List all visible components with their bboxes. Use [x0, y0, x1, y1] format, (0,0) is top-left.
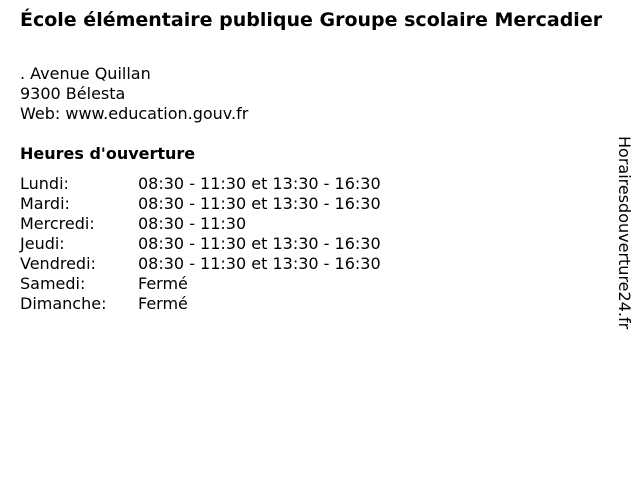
hours-row-monday — [20, 174, 381, 194]
site-brand-vertical[interactable]: Horairesdouverture24.fr — [615, 136, 634, 330]
hours-time: 08:30 - 11:30 — [138, 214, 247, 233]
place-name: École élémentaire publique Groupe scolaire Mercadier — [20, 9, 603, 31]
hours-time: 08:30 - 11:30 et 13:30 - 16:30 — [138, 254, 381, 273]
hours-day: Mardi: — [20, 194, 70, 213]
opening-hours-heading: Heures d'ouverture — [20, 144, 196, 163]
hours-time: Fermé — [138, 294, 188, 313]
hours-day: Jeudi: — [20, 234, 65, 253]
address-street: . Avenue Quillan — [20, 64, 151, 83]
hours-row-thursday — [20, 234, 381, 254]
website-link[interactable]: Web: www.education.gouv.fr — [20, 104, 249, 123]
hours-time: Fermé — [138, 274, 188, 293]
hours-row-saturday — [20, 274, 381, 294]
hours-time: 08:30 - 11:30 et 13:30 - 16:30 — [138, 174, 381, 193]
hours-time: 08:30 - 11:30 et 13:30 - 16:30 — [138, 234, 381, 253]
hours-row-wednesday — [20, 214, 381, 234]
hours-row-tuesday — [20, 194, 381, 214]
hours-day: Vendredi: — [20, 254, 96, 273]
address-block — [20, 64, 248, 124]
hours-time: 08:30 - 11:30 et 13:30 - 16:30 — [138, 194, 381, 213]
hours-row-sunday — [20, 294, 381, 314]
opening-hours-table — [20, 174, 381, 314]
hours-day: Dimanche: — [20, 294, 107, 313]
address-city: 9300 Bélesta — [20, 84, 126, 103]
hours-row-friday — [20, 254, 381, 274]
hours-day: Lundi: — [20, 174, 69, 193]
hours-day: Mercredi: — [20, 214, 95, 233]
hours-day: Samedi: — [20, 274, 86, 293]
